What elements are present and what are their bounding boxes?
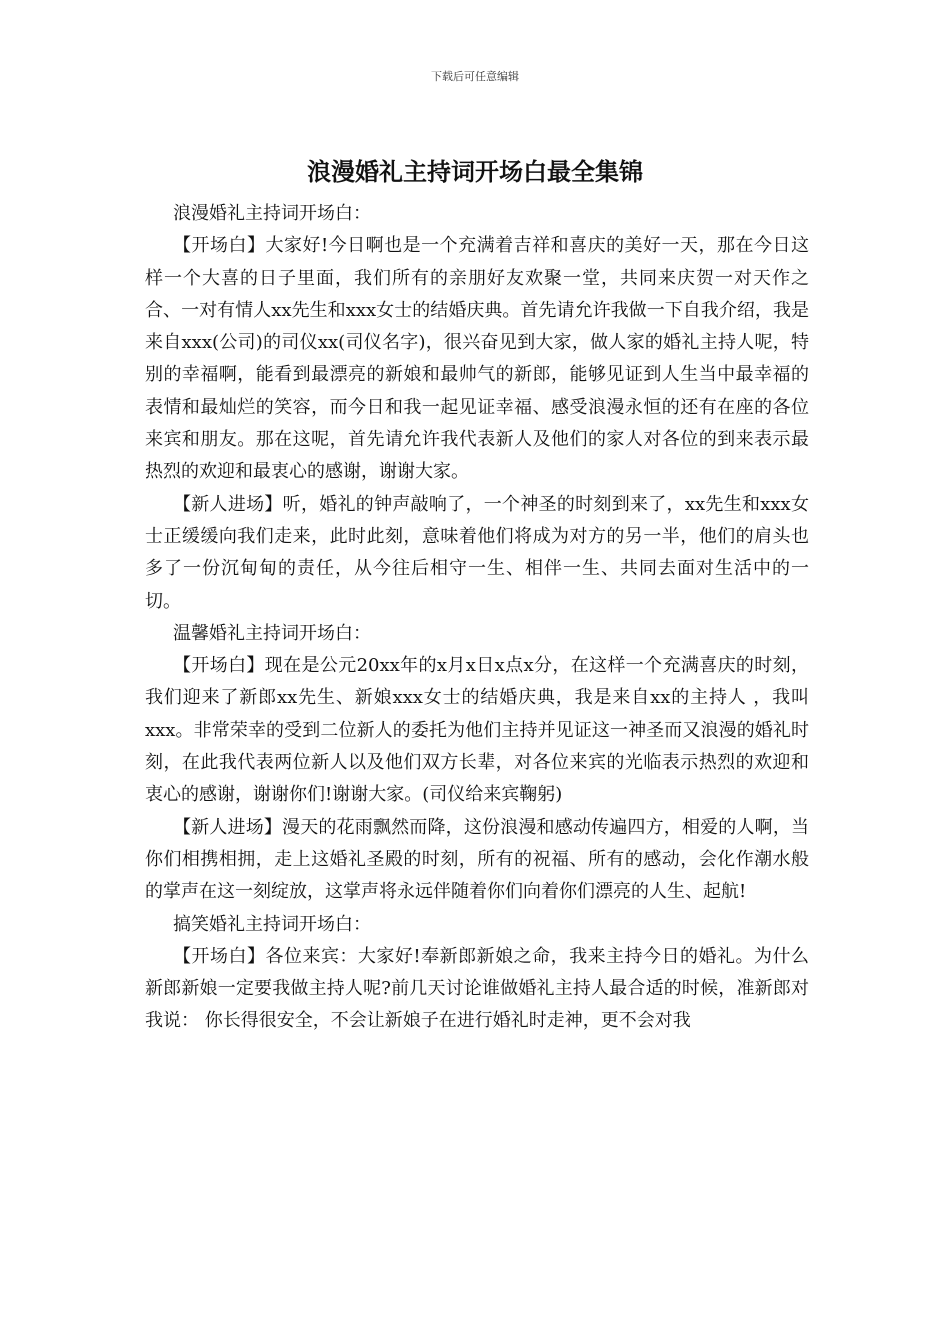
document-title: 浪漫婚礼主持词开场白最全集锦 <box>307 157 643 186</box>
paragraph-entrance-1: 【新人进场】听，婚礼的钟声敲响了，一个神圣的时刻到来了，xx先生和xxx女士正缓缓向我们走来，此时此刻，意味着他们将成为对方的另一半，他们的肩头也多了一份沉甸甸的责任，从今往后相守一生、相伴一生、共同去面对生活中的一切。 <box>145 493 809 612</box>
section-heading-warm: 温馨婚礼主持词开场白： <box>173 622 371 644</box>
paragraph-entrance-2: 【新人进场】漫天的花雨飘然而降，这份浪漫和感动传遍四方，相爱的人啊，当你们相携相拥，走上这婚礼圣殿的时刻，所有的祝福、所有的感动，会化作潮水般的掌声在这一刻绽放，这掌声将永远伴随着你们向着你们漂亮的人生、起航! <box>145 816 809 903</box>
section-heading-funny: 搞笑婚礼主持词开场白： <box>173 913 371 935</box>
page-header-note: 下载后可任意编辑 <box>431 70 519 83</box>
paragraph-opening-1: 【开场白】大家好!今日啊也是一个充满着吉祥和喜庆的美好一天，那在今日这样一个大喜的日子里面，我们所有的亲朋好友欢聚一堂，共同来庆贺一对天作之合、一对有情人xx先生和xxx女士的结婚庆典。首先请允许我做一下自我介绍，我是来自xxx(公司)的司仪xx(司仪名字)，很兴奋见到大家，做人家的婚礼主持人呢，特别的幸福啊，能看到最漂亮的新娘和最帅气的新郎，能够见证到人生当中最幸福的表情和最灿烂的笑容，而今日和我一起见证幸福、感受浪漫永恒的还有在座的各位来宾和朋友。那在这呢，首先请允许我代表新人及他们的家人对各位的到来表示最热烈的欢迎和最衷心的感谢，谢谢大家。 <box>145 235 809 483</box>
section-heading-romantic: 浪漫婚礼主持词开场白： <box>173 203 371 224</box>
paragraph-opening-3: 【开场白】各位来宾：大家好!奉新郎新娘之命，我来主持今日的婚礼。为什么新郎新娘一定要我做主持人呢?前几天讨论谁做婚礼主持人最合适的时候，准新郎对我说： 你长得很安全，不会让新娘子在进行婚礼时走神，更不会对我 <box>145 945 809 1032</box>
paragraph-opening-2: 【开场白】现在是公元20xx年的x月x日x点x分，在这样一个充满喜庆的时刻，我们迎来了新郎xx先生、新娘xxx女士的结婚庆典，我是来自xx的主持人 ，我叫xxx。非常荣幸的受到二位新人的委托为他们主持并见证这一神圣而又浪漫的婚礼时刻，在此我代表两位新人以及他们双方长辈，对各位来宾的光临表示热烈的欢迎和衷心的感谢，谢谢你们!谢谢大家。(司仪给来宾鞠躬) <box>145 655 809 806</box>
document-body <box>145 198 809 1038</box>
